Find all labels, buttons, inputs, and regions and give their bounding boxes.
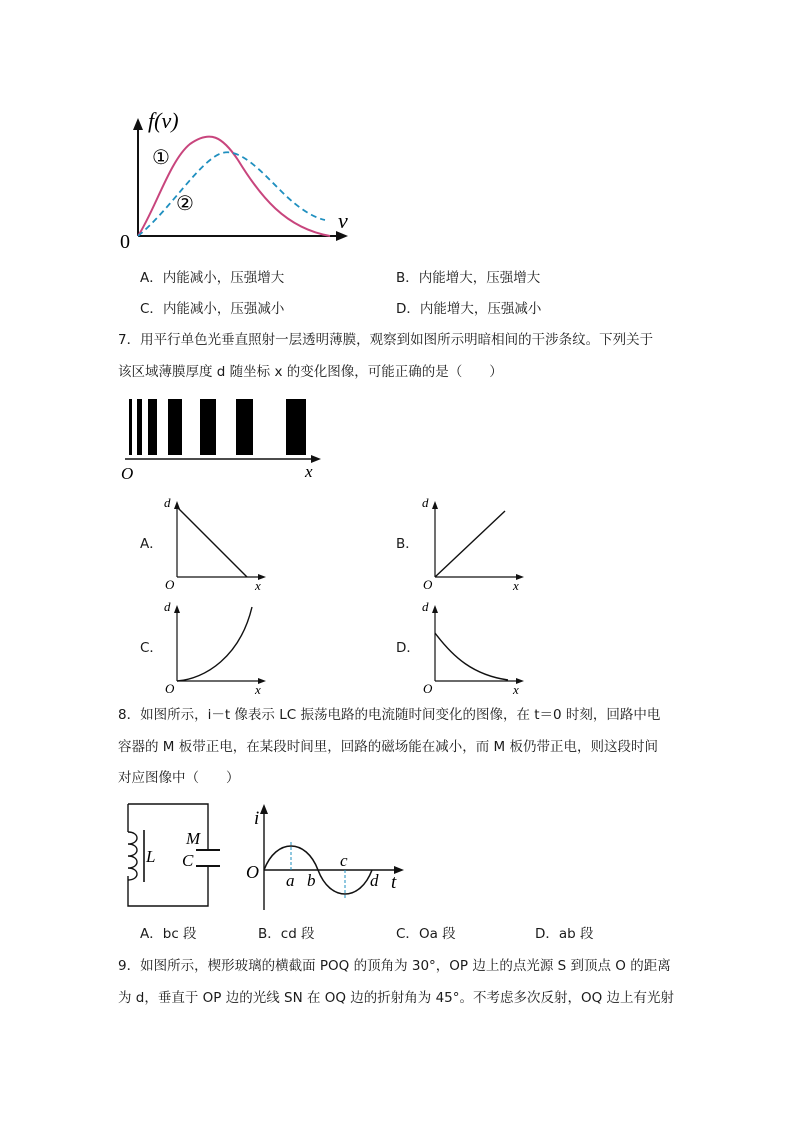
q8-option-b-letter: B． xyxy=(258,926,281,942)
q7-a-x: x xyxy=(255,578,261,593)
q7-option-d[interactable] xyxy=(396,638,420,658)
q7-graph-d xyxy=(418,597,528,697)
q8-i-label: i xyxy=(254,808,260,829)
q6-option-c[interactable] xyxy=(140,299,284,319)
q7-fringe-x: x xyxy=(305,462,313,481)
fringe-dark-7 xyxy=(286,399,306,455)
q8-stem-line2: 容器的 M 板带正电，在某段时间里，回路的磁场能在减小，而 M 板仍带正电，则这段时间 xyxy=(118,739,658,755)
q6-origin-label: 0 xyxy=(120,231,130,250)
q7-graph-a xyxy=(160,493,270,593)
q7-a-y: d xyxy=(164,495,171,510)
q8-option-d-letter: D． xyxy=(535,926,559,942)
fringe-dark-3 xyxy=(148,399,157,455)
q7-c-curve xyxy=(177,607,252,681)
q7-fringe-figure xyxy=(115,395,330,485)
q6-option-d-text: 内能增大，压强减小 xyxy=(419,301,542,317)
q6-option-b[interactable] xyxy=(396,268,540,288)
q8-t-label: t xyxy=(391,872,397,893)
q7-b-y: d xyxy=(422,495,429,510)
q8-option-d-text: ab 段 xyxy=(558,926,594,942)
fringe-dark-1 xyxy=(129,399,132,455)
q6-x-label: v xyxy=(338,208,348,233)
q8-stem-line1: 8．如图所示，i－t 像表示 LC 振荡电路的电流随时间变化的图像，在 t＝0 时刻，回路中电 xyxy=(118,707,661,723)
q6-option-d[interactable] xyxy=(396,299,541,319)
q8-option-b-text: cd 段 xyxy=(280,926,315,942)
q8-option-c-text: Oa 段 xyxy=(418,926,456,942)
capacitor-label: C xyxy=(182,851,194,870)
q7-b-o: O xyxy=(423,577,433,592)
q8-option-c-letter: C． xyxy=(396,926,419,942)
q8-option-d[interactable] xyxy=(535,924,594,944)
q7-c-o: O xyxy=(165,681,175,696)
q8-stem-line3: 对应图像中（ ） xyxy=(118,770,240,786)
q7-fringe-origin: O xyxy=(121,464,134,483)
q6-option-a[interactable] xyxy=(140,268,284,288)
q8-point-b: b xyxy=(307,871,316,890)
q7-graph-b xyxy=(418,493,528,593)
q8-point-d: d xyxy=(370,871,379,890)
q7-b-x: x xyxy=(513,578,519,593)
q8-option-a-text: bc 段 xyxy=(162,926,197,942)
q7-graph-c xyxy=(160,597,270,697)
q8-it-graph xyxy=(240,794,410,916)
q8-i-arrow-icon xyxy=(260,804,268,814)
inductor-label: L xyxy=(146,847,156,866)
q7-option-b-letter: B． xyxy=(396,536,419,552)
fringe-dark-2 xyxy=(137,399,142,455)
fringe-dark-6 xyxy=(236,399,253,455)
q6-option-d-letter: D． xyxy=(396,301,420,317)
q7-option-d-letter: D． xyxy=(396,640,420,656)
q8-point-c: c xyxy=(340,851,348,870)
q8-option-a[interactable] xyxy=(140,924,197,944)
q7-c-x: x xyxy=(255,682,261,697)
q6-option-b-letter: B． xyxy=(396,270,419,286)
q9-stem-line1: 9．如图所示，楔形玻璃的横截面 POQ 的顶角为 30°，OP 边上的点光源 S 到顶点 O 的距离 xyxy=(118,958,671,974)
q6-y-label: f(v) xyxy=(148,108,179,133)
q7-stem-line1: 7．用平行单色光垂直照射一层透明薄膜，观察到如图所示明暗相间的干涉条纹。下列关于 xyxy=(118,332,654,348)
q9-stem-line2: 为 d，垂直于 OP 边的光线 SN 在 OQ 边的折射角为 45°。不考虑多次反射，OQ 边上有光射 xyxy=(118,990,675,1006)
plate-m-label: M xyxy=(186,829,201,848)
q6-option-c-text: 内能减小，压强减小 xyxy=(162,301,285,317)
q8-lc-circuit xyxy=(120,796,220,912)
q8-option-a-letter: A． xyxy=(140,926,163,942)
q7-d-y: d xyxy=(422,599,429,614)
q6-curve1-label: ① xyxy=(152,147,170,169)
q7-option-b[interactable] xyxy=(396,534,419,554)
fringe-dark-4 xyxy=(168,399,182,455)
q8-option-b[interactable] xyxy=(258,924,315,944)
q7-a-curve xyxy=(177,507,247,577)
q7-b-curve xyxy=(435,511,505,577)
q8-point-a: a xyxy=(286,871,295,890)
q7-option-c-letter: C． xyxy=(140,640,163,656)
q8-option-c[interactable] xyxy=(396,924,456,944)
q6-y-arrow-icon xyxy=(133,118,143,130)
q6-curve2-label: ② xyxy=(176,193,194,215)
q7-d-o: O xyxy=(423,681,433,696)
q7-d-curve xyxy=(435,633,508,680)
q8-o-label: O xyxy=(246,862,259,882)
q7-option-a-letter: A． xyxy=(140,536,163,552)
q7-a-o: O xyxy=(165,577,175,592)
q6-distribution-graph xyxy=(110,100,360,250)
q6-option-c-letter: C． xyxy=(140,301,163,317)
fringe-dark-5 xyxy=(200,399,216,455)
q6-option-b-text: 内能增大，压强增大 xyxy=(418,270,541,286)
q7-c-y: d xyxy=(164,599,171,614)
q6-option-a-letter: A． xyxy=(140,270,163,286)
inductor-coil xyxy=(128,832,137,880)
q7-stem-line2: 该区域薄膜厚度 d 随坐标 x 的变化图像，可能正确的是（ ） xyxy=(118,364,503,380)
q7-d-x: x xyxy=(513,682,519,697)
q6-option-a-text: 内能减小，压强增大 xyxy=(162,270,285,286)
